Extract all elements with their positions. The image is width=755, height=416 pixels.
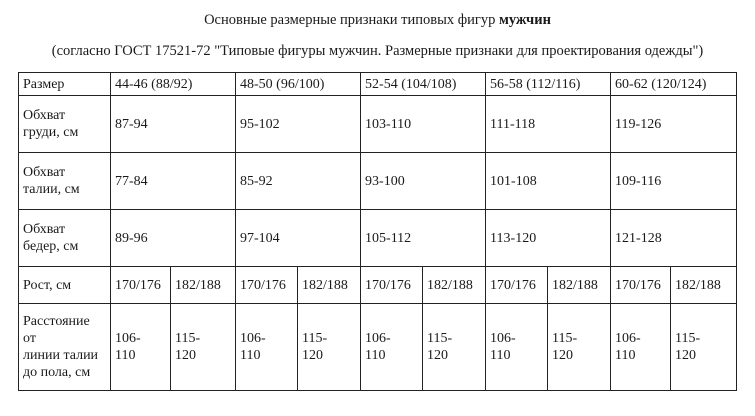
value-line2: 110: [490, 348, 511, 363]
waist-to-floor-label-cell: [19, 304, 111, 391]
header-size-cell: 44-46 (88/92): [111, 73, 236, 96]
height-value-cell: 170/176: [236, 267, 298, 304]
waist-label-line2: талии, см: [23, 182, 80, 197]
waist-to-floor-value-cell: [361, 304, 423, 391]
table-row-waist-to-floor: [19, 304, 737, 391]
waist-to-floor-value-cell: [171, 304, 236, 391]
waist-to-floor-value-cell: [486, 304, 548, 391]
hips-label-cell: [19, 210, 111, 267]
waist-to-floor-value-cell: [298, 304, 361, 391]
waist-value-cell: 109-116: [611, 153, 737, 210]
value-line1: 106-: [365, 331, 391, 346]
value-line2: 120: [175, 348, 196, 363]
size-table: [18, 72, 737, 391]
waist-to-floor-label-line2: от: [23, 331, 36, 346]
waist-to-floor-value-cell: [111, 304, 171, 391]
table-row-header: [19, 73, 737, 96]
title-bold-word: мужчин: [498, 12, 551, 28]
waist-value-cell: 77-84: [111, 153, 236, 210]
waist-value-cell: 101-108: [486, 153, 611, 210]
value-line1: 115-: [302, 331, 328, 346]
value-line1: 115-: [552, 331, 578, 346]
chest-value-cell: 111-118: [486, 96, 611, 153]
waist-value-cell: 85-92: [236, 153, 361, 210]
table-row-chest: [19, 96, 737, 153]
height-value-cell: 170/176: [486, 267, 548, 304]
header-size-cell: 52-54 (104/108): [361, 73, 486, 96]
hips-label-line2: бедер, см: [23, 239, 79, 254]
value-line1: 106-: [490, 331, 516, 346]
height-value-cell: 182/188: [423, 267, 486, 304]
waist-to-floor-value-cell: [236, 304, 298, 391]
table-row-height: [19, 267, 737, 304]
height-value-cell: 170/176: [611, 267, 671, 304]
header-size-cell: 48-50 (96/100): [236, 73, 361, 96]
value-line2: 120: [302, 348, 324, 363]
hips-value-cell: 113-120: [486, 210, 611, 267]
waist-label-cell: [19, 153, 111, 210]
chest-value-cell: 87-94: [111, 96, 236, 153]
waist-to-floor-label-line4: до пола, см: [23, 365, 91, 380]
hips-value-cell: 97-104: [236, 210, 361, 267]
header-size-cell: 60-62 (120/124): [611, 73, 737, 96]
waist-to-floor-value-cell: [548, 304, 611, 391]
value-line2: 120: [427, 348, 449, 363]
value-line1: 115-: [175, 331, 201, 346]
height-value-cell: 182/188: [298, 267, 361, 304]
value-line2: 110: [615, 348, 636, 363]
height-label-cell: Рост, см: [19, 267, 111, 304]
waist-value-cell: 93-100: [361, 153, 486, 210]
value-line1: 106-: [240, 331, 266, 346]
hips-value-cell: 121-128: [611, 210, 737, 267]
chest-value-cell: 103-110: [361, 96, 486, 153]
table-row-hips: [19, 210, 737, 267]
header-size-cell: 56-58 (112/116): [486, 73, 611, 96]
title-text: Основные размерные признаки типовых фигур: [204, 12, 499, 28]
chest-label-cell: [19, 96, 111, 153]
chest-label-line1: Обхват: [23, 108, 66, 123]
value-line2: 120: [675, 348, 697, 363]
waist-to-floor-value-cell: [423, 304, 486, 391]
height-value-cell: 182/188: [171, 267, 236, 304]
value-line1: 106-: [615, 331, 641, 346]
hips-value-cell: 89-96: [111, 210, 236, 267]
waist-label-line1: Обхват: [23, 165, 66, 180]
chest-label-line2: груди, см: [23, 125, 79, 140]
value-line1: 115-: [427, 331, 453, 346]
height-value-cell: 182/188: [548, 267, 611, 304]
chest-value-cell: 119-126: [611, 96, 737, 153]
waist-to-floor-value-cell: [671, 304, 737, 391]
height-value-cell: 170/176: [361, 267, 423, 304]
value-line2: 110: [365, 348, 386, 363]
height-value-cell: 182/188: [671, 267, 737, 304]
value-line2: 110: [240, 348, 261, 363]
value-line2: 110: [115, 348, 136, 363]
waist-to-floor-label-line3: линии талии: [23, 348, 99, 363]
waist-to-floor-value-cell: [611, 304, 671, 391]
height-value-cell: 170/176: [111, 267, 171, 304]
hips-value-cell: 105-112: [361, 210, 486, 267]
hips-label-line1: Обхват: [23, 222, 66, 237]
value-line2: 120: [552, 348, 574, 363]
table-row-waist: [19, 153, 737, 210]
value-line1: 115-: [675, 331, 701, 346]
value-line1: 106-: [115, 331, 141, 346]
waist-to-floor-label-line1: Расстояние: [23, 314, 90, 329]
chest-value-cell: 95-102: [236, 96, 361, 153]
header-label-cell: Размер: [19, 73, 111, 96]
page-title: [0, 11, 755, 29]
page-subtitle: (согласно ГОСТ 17521-72 "Типовые фигуры мужчин. Размерные признаки для проектирования одежды"): [51, 43, 704, 59]
